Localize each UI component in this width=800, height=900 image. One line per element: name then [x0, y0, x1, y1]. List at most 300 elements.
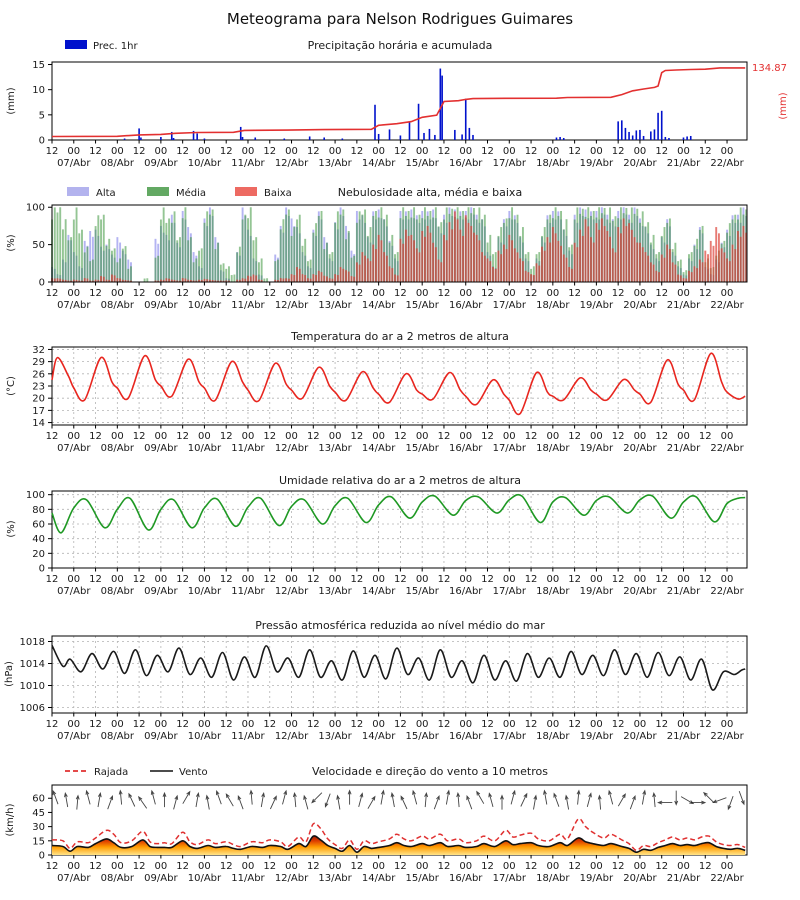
cloud-bar-baixa	[718, 233, 720, 282]
x-date-label: 10/Abr	[187, 873, 222, 884]
cloud-bar-baixa	[576, 247, 578, 282]
wind-direction-arrow	[642, 791, 645, 805]
temperature-line	[52, 353, 745, 414]
cloud-bar-baixa	[541, 247, 543, 282]
x-tick-label: 12	[89, 288, 102, 299]
x-tick-label: 12	[176, 719, 190, 730]
cloud-bar-baixa	[688, 271, 690, 282]
x-tick-label: 12	[437, 146, 451, 157]
cloud-bar-baixa	[631, 230, 633, 282]
precip-bar	[429, 129, 431, 140]
x-tick-label: 12	[611, 146, 625, 157]
x-tick-label: 12	[524, 288, 538, 299]
cloud-bar-baixa	[500, 254, 502, 282]
precip-bar	[563, 138, 565, 140]
precip-bar	[690, 136, 692, 140]
wind-direction-arrow	[65, 793, 68, 807]
x-tick-label: 00	[198, 288, 211, 299]
x-tick-label: 00	[241, 146, 255, 157]
y-tick-label: 15	[32, 60, 45, 72]
precip-bar	[632, 135, 634, 140]
cloud-bar-baixa	[184, 279, 186, 282]
cloud-bar-baixa	[280, 278, 282, 282]
x-date-label: 12/Abr	[274, 731, 309, 742]
x-tick-label: 00	[328, 861, 342, 872]
wind-direction-arrow	[675, 791, 678, 805]
x-tick-label: 00	[720, 431, 734, 442]
cloud-bar-baixa	[634, 237, 636, 282]
precip-bar	[283, 138, 285, 140]
cloud-bar-media	[108, 239, 110, 282]
x-tick-label: 12	[132, 288, 146, 299]
x-date-label: 19/Abr	[579, 300, 614, 311]
cloud-bar-baixa	[359, 265, 361, 282]
x-date-label: 19/Abr	[579, 731, 614, 742]
x-tick-label: 00	[502, 431, 516, 442]
cloud-bar-media	[130, 266, 132, 282]
wind-direction-arrow	[501, 796, 504, 810]
cloud-bar-baixa	[732, 245, 734, 282]
wind-direction-arrow	[337, 796, 340, 810]
cloud-bar-baixa	[400, 239, 402, 282]
wind-direction-arrow	[554, 794, 559, 807]
y-tick-label: 0	[38, 850, 45, 862]
x-tick-label: 12	[568, 719, 581, 730]
x-tick-label: 00	[546, 146, 560, 157]
cloud-bar-baixa	[625, 226, 627, 282]
wind-direction-arrow	[119, 791, 122, 805]
x-tick-label: 12	[481, 574, 494, 585]
cloud-bar-baixa	[653, 265, 655, 282]
x-tick-label: 00	[198, 431, 211, 442]
wind-direction-arrow	[425, 793, 428, 807]
cloud-bar-media	[127, 269, 129, 282]
cloud-bar-media	[193, 262, 195, 282]
x-date-label: 20/Abr	[623, 873, 657, 884]
cloud-bar-baixa	[612, 248, 614, 282]
cloud-bar-media	[157, 256, 159, 282]
x-tick-label: 12	[394, 861, 407, 872]
y-tick-label: 0	[38, 563, 45, 575]
wind-direction-arrow	[293, 793, 296, 807]
cloud-bar-baixa	[413, 240, 415, 282]
cloud-bar-baixa	[293, 275, 295, 282]
x-date-label: 14/Abr	[361, 300, 396, 311]
x-tick-label: 00	[328, 574, 342, 585]
x-tick-label: 12	[437, 574, 451, 585]
x-tick-label: 12	[524, 719, 538, 730]
x-tick-label: 12	[350, 861, 364, 872]
wind-direction-arrow	[108, 796, 113, 809]
precip-bar	[342, 138, 344, 140]
precip-bar	[254, 137, 256, 140]
x-date-label: 19/Abr	[579, 443, 614, 454]
wind-direction-arrow	[174, 796, 178, 810]
x-date-label: 17/Abr	[492, 731, 526, 742]
cloud-bar-baixa	[367, 258, 369, 282]
cloud-bar-media	[168, 218, 170, 282]
wind-direction-arrow	[658, 801, 672, 804]
cloud-bar-baixa	[546, 237, 548, 282]
x-tick-label: 12	[306, 719, 320, 730]
x-date-label: 07/Abr	[57, 158, 91, 169]
cloud-bar-media	[163, 207, 165, 282]
cloud-bar-baixa	[299, 269, 301, 282]
cloud-bar-baixa	[527, 272, 529, 282]
x-tick-label: 00	[677, 288, 690, 299]
cloud-bar-baixa	[334, 274, 336, 282]
x-tick-label: 00	[67, 431, 81, 442]
cloud-bar-baixa	[370, 261, 372, 282]
cloud-bar-baixa	[729, 261, 731, 282]
wind-direction-arrow	[196, 793, 199, 807]
cloud-bar-baixa	[397, 275, 399, 282]
cloud-bar-baixa	[644, 252, 646, 282]
x-date-label: 14/Abr	[361, 586, 396, 597]
cloud-bar-baixa	[348, 272, 350, 282]
wind-direction-arrow	[467, 796, 472, 809]
wind-direction-arrow	[226, 794, 233, 806]
cloud-bar-baixa	[340, 267, 342, 282]
y-tick-label: 80	[32, 504, 45, 516]
cloud-bar-media	[277, 260, 279, 282]
cloud-bar-baixa	[704, 251, 706, 282]
x-tick-label: 00	[67, 288, 81, 299]
cloud-bar-baixa	[165, 278, 167, 282]
x-tick-label: 00	[677, 146, 690, 157]
wind-direction-arrow	[544, 791, 547, 805]
cloud-bar-baixa	[636, 243, 638, 282]
x-tick-label: 12	[89, 719, 102, 730]
x-tick-label: 00	[372, 719, 385, 730]
cloud-bar-baixa	[715, 227, 717, 282]
wind-direction-arrow	[206, 796, 209, 810]
accum-right-ylabel: (mm)	[778, 92, 789, 120]
cloud-bar-baixa	[495, 269, 497, 282]
x-tick-label: 00	[633, 146, 647, 157]
cloud-bar-baixa	[742, 226, 744, 282]
cloud-ylabel: (%)	[6, 234, 17, 252]
cloud-bar-baixa	[533, 275, 535, 282]
x-tick-label: 12	[394, 288, 407, 299]
cloud-bar-baixa	[642, 247, 644, 282]
x-date-label: 17/Abr	[492, 300, 526, 311]
x-date-label: 15/Abr	[405, 158, 439, 169]
y-tick-label: 17	[32, 405, 45, 417]
x-tick-label: 00	[328, 719, 342, 730]
x-tick-label: 12	[698, 719, 712, 730]
cloud-bar-baixa	[84, 278, 86, 282]
accum-final-value: 134.87	[752, 63, 787, 74]
x-tick-label: 00	[633, 719, 647, 730]
x-tick-label: 12	[524, 431, 538, 442]
x-tick-label: 12	[481, 861, 494, 872]
cloud-bar-baixa	[497, 251, 499, 282]
x-tick-label: 00	[590, 288, 603, 299]
x-date-label: 17/Abr	[492, 158, 526, 169]
cloud-bar-media	[220, 265, 222, 282]
cloud-bar-baixa	[549, 243, 551, 282]
wind-direction-arrow	[598, 796, 601, 810]
y-tick-label: 100	[25, 202, 45, 214]
precip-bar	[621, 120, 623, 140]
cloud-bar-media	[92, 260, 94, 282]
x-tick-label: 12	[611, 431, 625, 442]
cloud-bar-baixa	[647, 256, 649, 282]
x-tick-label: 00	[415, 431, 429, 442]
cloud-bar-media	[209, 215, 211, 282]
x-date-label: 14/Abr	[361, 731, 396, 742]
cloud-bar-media	[146, 278, 148, 282]
wind-direction-arrow	[151, 791, 155, 805]
y-tick-label: 14	[32, 418, 45, 430]
x-tick-label: 12	[263, 719, 277, 730]
precip-bar	[400, 135, 402, 140]
cloud-bar-baixa	[383, 252, 385, 282]
plot-border	[52, 636, 747, 713]
x-tick-label: 00	[110, 288, 124, 299]
y-tick-label: 20	[32, 393, 45, 405]
accumulated-precip-line	[52, 68, 745, 137]
cloud-bar-media	[255, 237, 257, 282]
x-tick-label: 12	[568, 146, 581, 157]
x-tick-label: 12	[568, 861, 581, 872]
cloud-bar-baixa	[740, 237, 742, 282]
cloud-bar-baixa	[372, 245, 374, 282]
cloud-bar-baixa	[476, 235, 478, 282]
x-tick-label: 12	[219, 146, 233, 157]
cloud-bar-baixa	[86, 279, 88, 282]
x-date-label: 11/Abr	[231, 158, 265, 169]
x-tick-label: 12	[611, 861, 625, 872]
x-tick-label: 00	[415, 288, 429, 299]
x-tick-label: 00	[198, 861, 211, 872]
cloudiness-plot-area	[26, 203, 747, 311]
x-tick-label: 00	[285, 574, 298, 585]
cloud-bar-baixa	[291, 274, 293, 282]
y-tick-label: 100	[25, 490, 45, 502]
cloud-bar-baixa	[296, 267, 298, 282]
x-date-label: 17/Abr	[492, 586, 526, 597]
x-tick-label: 00	[110, 146, 124, 157]
wind-direction-arrow	[381, 791, 384, 805]
wind-direction-arrow	[630, 796, 635, 809]
x-tick-label: 00	[285, 719, 298, 730]
x-date-label: 17/Abr	[492, 443, 526, 454]
x-date-label: 21/Abr	[666, 586, 701, 597]
cloud-bar-baixa	[326, 276, 328, 282]
cloud-bar-baixa	[119, 279, 121, 282]
cloud-bar-baixa	[351, 276, 353, 282]
cloud-bar-media	[244, 215, 246, 282]
x-tick-label: 00	[633, 574, 647, 585]
x-date-label: 09/Abr	[144, 586, 178, 597]
wind-direction-arrow	[434, 796, 439, 809]
x-tick-label: 00	[285, 288, 298, 299]
wind-direction-arrow	[653, 793, 656, 807]
x-tick-label: 00	[502, 146, 516, 157]
precip-legend-swatch	[65, 40, 87, 49]
x-date-label: 12/Abr	[274, 443, 309, 454]
x-tick-label: 12	[219, 574, 233, 585]
cloud-bar-baixa	[114, 275, 116, 282]
cloud-bar-baixa	[566, 258, 568, 282]
x-date-label: 15/Abr	[405, 586, 439, 597]
x-tick-label: 12	[481, 288, 494, 299]
x-date-label: 13/Abr	[318, 300, 352, 311]
cloud-bar-baixa	[356, 262, 358, 282]
x-date-label: 09/Abr	[144, 873, 178, 884]
x-tick-label: 12	[132, 719, 146, 730]
x-date-label: 11/Abr	[231, 300, 265, 311]
x-tick-label: 00	[110, 574, 124, 585]
x-date-label: 20/Abr	[623, 158, 657, 169]
cloud-bar-baixa	[585, 219, 587, 282]
x-tick-label: 12	[698, 431, 712, 442]
cloud-bar-baixa	[116, 278, 118, 282]
y-tick-label: 0	[38, 135, 45, 147]
x-date-label: 07/Abr	[57, 586, 91, 597]
cloud-bar-media	[89, 261, 91, 282]
x-tick-label: 12	[524, 574, 538, 585]
precip-bar	[173, 138, 175, 140]
x-date-label: 08/Abr	[100, 586, 135, 597]
x-date-label: 18/Abr	[536, 586, 570, 597]
cloud-bar-baixa	[345, 270, 347, 282]
cloud-bar-media	[242, 219, 244, 282]
x-tick-label: 12	[89, 574, 102, 585]
x-tick-label: 00	[633, 861, 647, 872]
cloud-bar-baixa	[525, 271, 527, 282]
cloud-bar-baixa	[691, 272, 693, 282]
cloud-bar-media	[266, 278, 268, 282]
cloud-bar-baixa	[617, 227, 619, 282]
x-date-label: 11/Abr	[231, 873, 265, 884]
x-tick-label: 12	[437, 861, 451, 872]
cloud-bar-baixa	[536, 263, 538, 282]
x-date-label: 21/Abr	[666, 300, 701, 311]
temperature-plot-area	[32, 345, 747, 454]
x-tick-label: 00	[241, 574, 255, 585]
x-tick-label: 00	[546, 431, 560, 442]
x-tick-label: 12	[45, 861, 59, 872]
y-tick-label: 29	[32, 357, 45, 369]
x-tick-label: 12	[655, 574, 669, 585]
cloud-bar-media	[65, 219, 67, 282]
cloud-bar-baixa	[574, 243, 576, 282]
wind-legend-label: Vento	[179, 767, 208, 778]
cloud-bar-baixa	[522, 261, 524, 282]
precip-bar	[389, 129, 391, 140]
x-tick-label: 12	[176, 288, 190, 299]
cloud-bar-baixa	[503, 245, 505, 282]
wind-plot-area	[32, 785, 747, 884]
y-tick-label: 1006	[19, 703, 45, 714]
wind-direction-arrow	[577, 791, 580, 805]
cloud-bar-media	[288, 209, 290, 282]
x-tick-label: 00	[372, 288, 385, 299]
cloud-bar-baixa	[312, 274, 314, 282]
cloud-bar-baixa	[462, 236, 464, 282]
precip-bar	[665, 137, 667, 140]
cloud-bar-baixa	[282, 279, 284, 282]
x-date-label: 22/Abr	[710, 300, 744, 311]
x-tick-label: 00	[633, 431, 647, 442]
y-tick-label: 1018	[19, 637, 45, 648]
x-tick-label: 00	[241, 861, 255, 872]
cloud-bar-baixa	[674, 265, 676, 282]
cloud-bar-baixa	[285, 278, 287, 282]
precip-bar	[636, 130, 638, 140]
cloud-bar-baixa	[710, 241, 712, 282]
x-tick-label: 00	[110, 719, 124, 730]
cloud-bar-baixa	[669, 249, 671, 282]
cloud-bar-media	[57, 212, 59, 282]
gust-legend-label: Rajada	[94, 767, 129, 778]
x-tick-label: 00	[415, 146, 429, 157]
x-tick-label: 00	[372, 861, 385, 872]
x-tick-label: 00	[415, 574, 429, 585]
x-tick-label: 12	[568, 288, 581, 299]
cloud-bar-baixa	[440, 262, 442, 282]
cloud-bar-media	[100, 219, 102, 282]
cloud-bar-baixa	[555, 233, 557, 282]
wind-direction-arrow	[216, 791, 221, 804]
wind-direction-arrow	[401, 796, 407, 809]
x-date-label: 20/Abr	[623, 731, 657, 742]
x-date-label: 18/Abr	[536, 873, 570, 884]
x-tick-label: 00	[720, 719, 734, 730]
y-tick-label: 30	[32, 822, 45, 834]
cloud-bar-baixa	[459, 230, 461, 282]
precip-bar	[160, 137, 162, 140]
x-tick-label: 12	[350, 574, 364, 585]
cloud-bar-baixa	[487, 258, 489, 282]
cloud-bar-media	[59, 207, 61, 282]
cloud-bar-baixa	[318, 271, 320, 282]
cloud-bar-baixa	[552, 227, 554, 282]
x-tick-label: 12	[219, 288, 233, 299]
cloud-bar-baixa	[353, 277, 355, 282]
precip-bar	[242, 137, 244, 140]
cloud-bar-baixa	[451, 229, 453, 282]
humidity-plot-area	[26, 490, 747, 597]
cloud-bar-baixa	[563, 255, 565, 282]
x-tick-label: 00	[502, 574, 516, 585]
cloud-bar-baixa	[658, 272, 660, 282]
x-date-label: 13/Abr	[318, 158, 352, 169]
cloud-bar-baixa	[615, 252, 617, 282]
x-tick-label: 00	[590, 431, 603, 442]
cloud-bar-baixa	[601, 218, 603, 282]
cloud-bar-media	[70, 237, 72, 282]
x-date-label: 07/Abr	[57, 443, 91, 454]
wind-direction-arrow	[609, 791, 613, 805]
x-tick-label: 00	[415, 719, 429, 730]
x-tick-label: 12	[524, 861, 538, 872]
x-date-label: 09/Abr	[144, 443, 178, 454]
x-tick-label: 00	[677, 719, 690, 730]
cloud-bar-baixa	[655, 271, 657, 282]
cloud-bar-media	[204, 223, 206, 282]
cloud-bar-media	[144, 279, 146, 282]
x-date-label: 22/Abr	[710, 158, 744, 169]
cloud-bar-baixa	[693, 266, 695, 282]
x-tick-label: 12	[655, 146, 669, 157]
cloud-bar-media	[187, 240, 189, 282]
x-tick-label: 12	[568, 574, 581, 585]
temperature-ylabel: (°C)	[6, 376, 17, 396]
